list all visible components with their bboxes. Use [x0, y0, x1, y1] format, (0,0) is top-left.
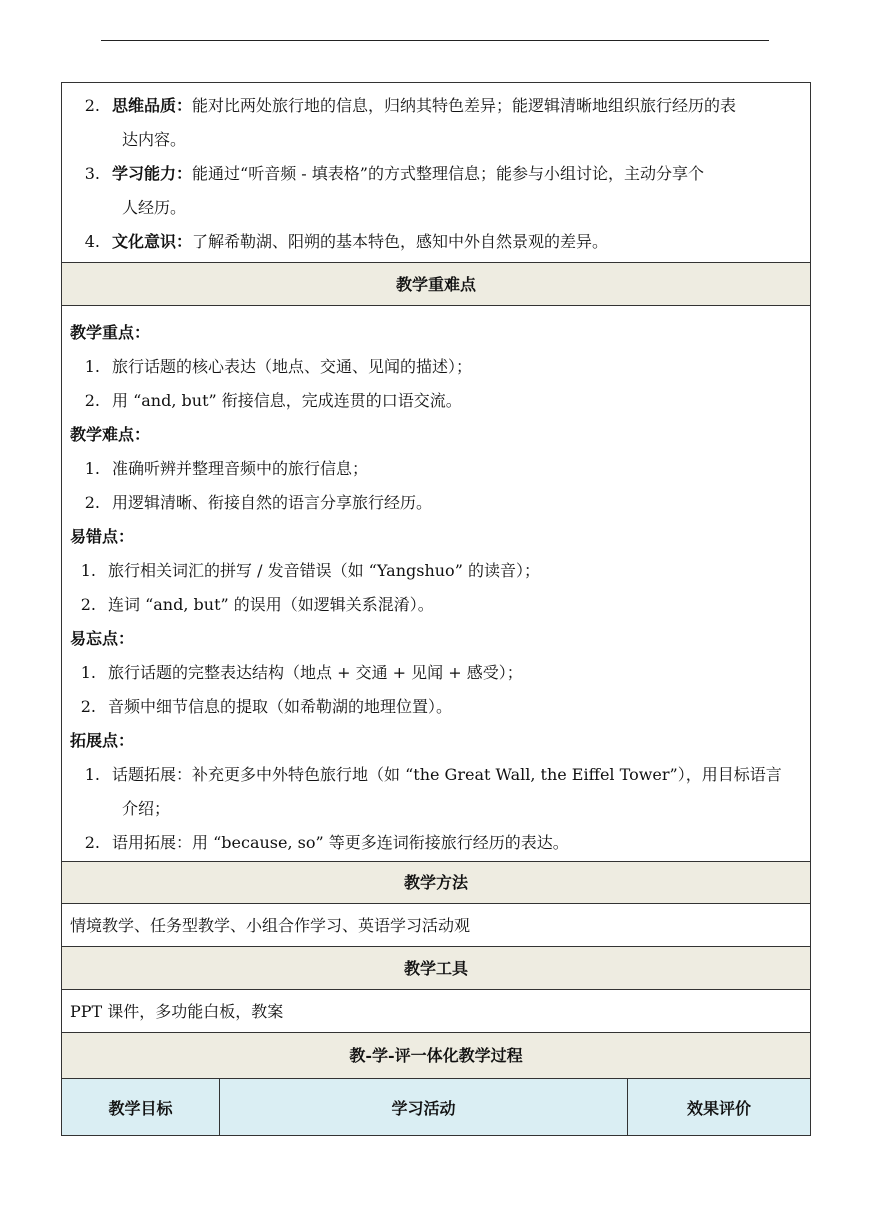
list-text: 旅行相关词汇的拼写 / 发音错误（如 “Yangshuo” 的读音）； [108, 561, 540, 580]
lesson-plan-table [61, 82, 811, 1136]
list-text: 旅行话题的核心表达（地点、交通、见闻的描述）； [112, 357, 473, 376]
goal-item [62, 225, 810, 259]
column-header-goals: 教学目标 [62, 1079, 220, 1135]
goal-continuation: 人经历。 [122, 198, 187, 217]
header-rule [101, 40, 769, 41]
list-number: 1. [84, 765, 100, 784]
list-item [62, 588, 810, 622]
list-number: 1. [84, 357, 100, 376]
list-number: 2. [84, 493, 100, 512]
column-header-activities: 学习活动 [220, 1079, 628, 1135]
goal-label: 文化意识： [112, 232, 193, 251]
list-number: 1. [80, 561, 96, 580]
section-header-label: 教学方法 [403, 873, 468, 892]
list-text: 准确听辨并整理音频中的旅行信息； [112, 459, 369, 478]
goal-text: 了解希勒湖、阳朔的基本特色，感知中外自然景观的差异。 [192, 232, 609, 251]
list-item [62, 758, 810, 792]
section-header-label: 教学工具 [403, 959, 468, 978]
goal-text: 能通过“听音频 - 填表格”的方式整理信息；能参与小组讨论，主动分享个 [192, 164, 704, 183]
goal-continuation: 达内容。 [122, 130, 187, 149]
goal-item [62, 157, 810, 191]
list-text: 用逻辑清晰、衔接自然的语言分享旅行经历。 [112, 493, 433, 512]
forget-heading: 易忘点： [70, 629, 135, 648]
list-text: 连词 “and, but” 的误用（如逻辑关系混淆）。 [108, 595, 434, 614]
list-item [62, 486, 810, 520]
column-header-evaluation: 效果评价 [686, 1098, 751, 1118]
list-item [62, 690, 810, 724]
list-item [62, 350, 810, 384]
list-item [62, 826, 810, 860]
section-header-label: 教-学-评一体化教学过程 [349, 1046, 523, 1065]
list-number: 1. [80, 663, 96, 682]
goal-text: 能对比两处旅行地的信息，归纳其特色差异；能逻辑清晰地组织旅行经历的表 [192, 96, 737, 115]
list-text: 旅行话题的完整表达结构（地点 + 交通 + 见闻 + 感受）； [108, 663, 523, 682]
keypoints-section [62, 306, 810, 862]
section-header-process [62, 1033, 810, 1079]
section-header-label: 教学重难点 [395, 275, 476, 294]
error-heading: 易错点： [70, 527, 135, 546]
list-text: 语用拓展：用 “because, so” 等更多连词衔接旅行经历的表达。 [112, 833, 569, 852]
section-header-methods [62, 862, 810, 904]
list-continuation: 介绍； [122, 799, 171, 818]
focus-heading: 教学重点： [70, 323, 151, 342]
goal-item [62, 89, 810, 123]
extend-heading: 拓展点： [70, 731, 135, 750]
goal-label: 学习能力： [112, 164, 193, 183]
list-text: 音频中细节信息的提取（如希勒湖的地理位置）。 [108, 697, 453, 716]
list-item [62, 656, 810, 690]
tools-text: PPT 课件，多功能白板，教案 [62, 990, 810, 1033]
list-number: 2. [84, 833, 100, 852]
methods-text: 情境教学、任务型教学、小组合作学习、英语学习活动观 [62, 904, 810, 947]
section-header-keypoints [62, 263, 810, 306]
list-number: 1. [84, 459, 100, 478]
process-column-headers [62, 1079, 810, 1136]
section-header-tools [62, 947, 810, 990]
list-number: 2. [80, 697, 96, 716]
list-item [62, 452, 810, 486]
list-number: 2. [84, 391, 100, 410]
list-text: 用 “and, but” 衔接信息，完成连贯的口语交流。 [112, 391, 462, 410]
list-text: 话题拓展：补充更多中外特色旅行地（如 “the Great Wall, the Eiffel Tower”），用目标语言 [112, 765, 782, 784]
goals-section [62, 83, 810, 263]
list-number: 2. [80, 595, 96, 614]
goal-number: 4. [84, 232, 100, 251]
list-item [62, 554, 810, 588]
list-item [62, 384, 810, 418]
difficulty-heading: 教学难点： [70, 425, 151, 444]
goal-label: 思维品质： [112, 96, 193, 115]
goal-number: 2. [84, 96, 100, 115]
goal-number: 3. [84, 164, 100, 183]
